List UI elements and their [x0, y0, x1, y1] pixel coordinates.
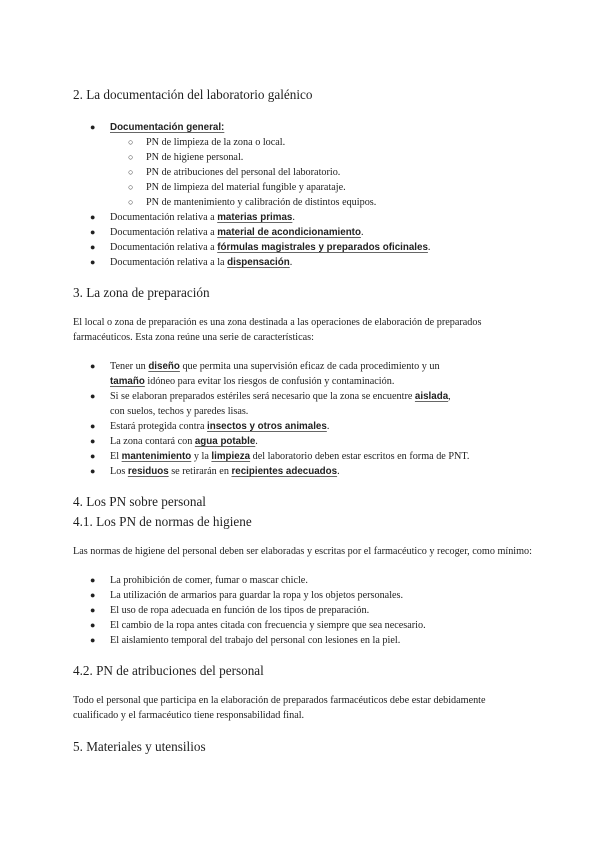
bullet-icon: ● [90, 361, 96, 371]
list-item: ● El aislamiento temporal del trabajo del personal con lesiones en la piel. [90, 635, 401, 646]
sub-list-item: ○ PN de higiene personal. [128, 152, 244, 163]
section-3-intro: El local o zona de preparación es una zona destinada a las operaciones de elaboración de preparados farmacéuticos. Esta zona reúne una serie de características: [73, 317, 482, 343]
bullet-icon: ● [90, 122, 96, 132]
section-4-1-heading: 4.1. Los PN de normas de higiene [73, 514, 252, 529]
list-item: ● Documentación relativa a materias primas. [90, 212, 295, 223]
bullet-icon: ● [90, 451, 96, 461]
list-item: ● Estará protegida contra insectos y otros animales. [90, 421, 330, 432]
bullet-icon: ● [90, 590, 96, 600]
section-4-heading: 4. Los PN sobre personal [73, 494, 206, 509]
bullet-icon: ● [90, 242, 96, 252]
section-2-heading: 2. La documentación del laboratorio galénico [73, 87, 313, 102]
bullet-icon: ● [90, 436, 96, 446]
list-item [90, 120, 225, 135]
section-3-heading: 3. La zona de preparación [73, 285, 210, 300]
list-item: ● Documentación relativa a la dispensación. [90, 257, 293, 268]
bullet-icon: ● [90, 421, 96, 431]
bullet-icon: ● [90, 466, 96, 476]
list-item: ● Documentación relativa a fórmulas magistrales y preparados oficinales. [90, 242, 431, 253]
list-item: ● Si se elaboran preparados estériles será necesario que la zona se encuentre aislada, con suelos, techos y paredes lisas. [90, 391, 451, 417]
sub-list-item: ○ PN de limpieza de la zona o local. [128, 137, 286, 148]
list-item: ● El mantenimiento y la limpieza del laboratorio deben estar escritos en forma de PNT. [90, 451, 470, 462]
section-4-2-heading: 4.2. PN de atribuciones del personal [73, 663, 264, 678]
sub-list-item: ○ PN de atribuciones del personal del laboratorio. [128, 167, 341, 178]
general-label: Documentación general: [110, 122, 225, 133]
list-item: ● El uso de ropa adecuada en función de los tipos de preparación. [90, 605, 370, 616]
list-item: ● Tener un diseño que permita una supervisión eficaz de cada procedimiento y un tamaño idóneo para evitar los riesgos de confusión y contaminación. [90, 361, 440, 387]
bullet-icon: ● [90, 635, 96, 645]
list-item: ● El cambio de la ropa antes citada con frecuencia y siempre que sea necesario. [90, 620, 426, 631]
section-5-heading: 5. Materiales y utensilios [73, 739, 206, 754]
section-4-1-intro: Las normas de higiene del personal deben ser elaboradas y escritas por el farmacéutico y recoger, como mínimo: [73, 546, 532, 557]
circle-bullet-icon: ○ [128, 197, 134, 207]
list-item: ● Documentación relativa a material de acondicionamiento. [90, 227, 364, 238]
circle-bullet-icon: ○ [128, 137, 134, 147]
sub-list-item: ○ PN de mantenimiento y calibración de distintos equipos. [128, 197, 377, 208]
bullet-icon: ● [90, 620, 96, 630]
list-item: ● La utilización de armarios para guardar la ropa y los objetos personales. [90, 590, 404, 601]
bullet-icon: ● [90, 212, 96, 222]
circle-bullet-icon: ○ [128, 167, 134, 177]
sub-list-item: ○ PN de limpieza del material fungible y aparataje. [128, 182, 346, 193]
bullet-icon: ● [90, 391, 96, 401]
list-item: ● Los residuos se retirarán en recipientes adecuados. [90, 466, 340, 477]
list-item: ● La zona contará con agua potable. [90, 436, 258, 447]
list-item: ● La prohibición de comer, fumar o mascar chicle. [90, 575, 308, 586]
bullet-icon: ● [90, 575, 96, 585]
bullet-icon: ● [90, 227, 96, 237]
bullet-icon: ● [90, 605, 96, 615]
circle-bullet-icon: ○ [128, 152, 134, 162]
bullet-icon: ● [90, 257, 96, 267]
section-4-2-text: Todo el personal que participa en la elaboración de preparados farmacéuticos debe estar debidamente cualificado y el farmacéutico tiene responsabilidad final. [73, 695, 486, 721]
circle-bullet-icon: ○ [128, 182, 134, 192]
